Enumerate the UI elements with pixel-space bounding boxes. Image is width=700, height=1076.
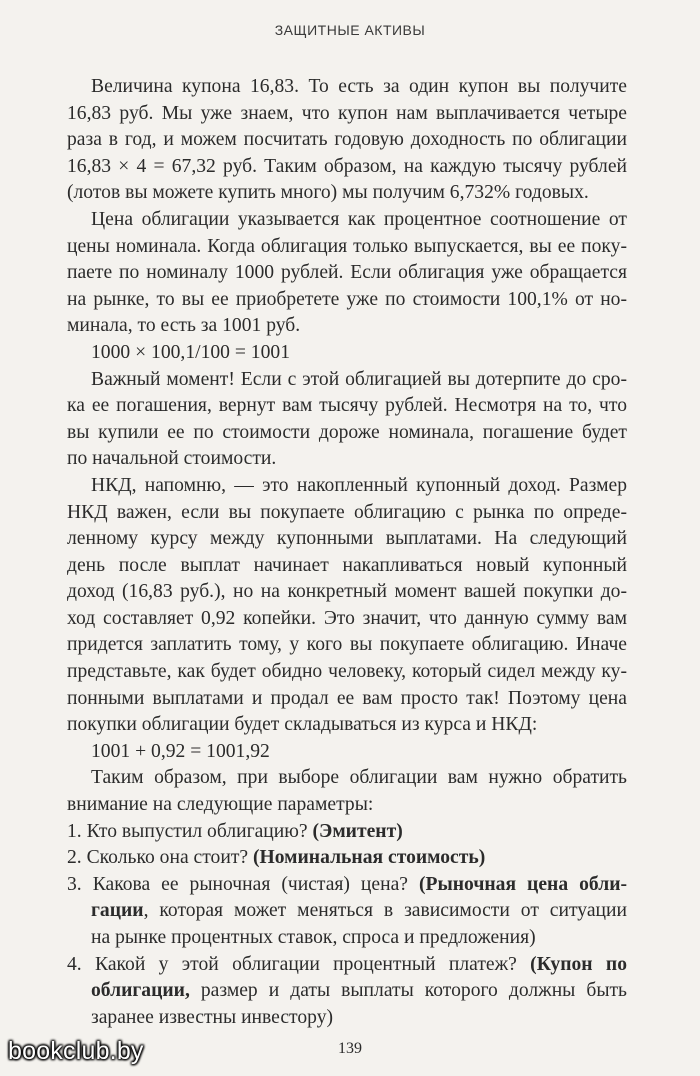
page-body-text	[67, 74, 627, 1031]
bold-term: (Номинальная стоимость)	[252, 847, 486, 869]
text-line: ка ее погашения, вернут вам тысячу рублей. Несмотря на то, что	[67, 395, 627, 417]
text-line: 1000 × 100,1/100 = 1001	[91, 341, 290, 363]
list-item-line	[67, 898, 627, 925]
bold-term: (Рыночная цена обли-	[418, 873, 627, 895]
text-line: НКД важен, если вы покупаете облигацию с рынка по опреде-	[67, 501, 627, 523]
text-line: паете по номиналу 1000 рублей. Если облигация уже обращается	[67, 262, 627, 284]
list-number: 4.	[67, 953, 96, 975]
text-line: (лотов вы можете купить много) мы получим 6,732% годовых.	[67, 182, 589, 204]
text-line: по начальной стоимости.	[67, 448, 277, 470]
text-line: 16,83 руб. Мы уже знаем, что купон нам выплачивается четыре	[67, 102, 627, 124]
text-line: минала, то есть за 1001 руб.	[67, 315, 301, 337]
list-number: 1.	[67, 820, 87, 842]
text-line: внимание на следующие параметры:	[67, 794, 374, 816]
list-item-line	[67, 925, 627, 952]
list-text: , которая может меняться в зависимости от ситуации	[143, 900, 627, 922]
text-line: Важный момент! Если с этой облигацией вы дотерпите до сро-	[91, 368, 627, 390]
text-line: день после выплат начинает накапливаться новый купонный	[67, 554, 627, 576]
list-text: на рынке процентных ставок, спроса и предложения)	[91, 927, 536, 948]
bold-term: (Эмитент)	[312, 820, 403, 842]
text-line: представьте, как будет обидно человеку, который сидел между ку-	[67, 661, 627, 683]
text-line: 1001 + 0,92 = 1001,92	[91, 740, 270, 762]
text-line: НКД, напомню, — это накопленный купонный доход. Размер	[91, 474, 627, 496]
list-text: Сколько она стоит?	[86, 847, 253, 869]
text-line: цены номинала. Когда облигация только выпускается, вы ее поку-	[67, 235, 627, 257]
list-text: Какой у этой облигации процентный платеж?	[95, 953, 531, 975]
list-number: 2.	[67, 847, 87, 869]
text-line: понными выплатами и продал ее вам просто так! Поэтому цена	[67, 687, 627, 709]
site-watermark: bookclub.by	[8, 1037, 144, 1065]
list-text: Какова ее рыночная (чистая) цена?	[92, 873, 419, 895]
bold-term: (Купон по	[530, 953, 627, 975]
text-line: Цена облигации указывается как процентное соотношение от	[91, 208, 627, 230]
text-line: Величина купона 16,83. То есть за один купон вы получите	[91, 76, 627, 97]
list-text: заранее известны инвестору)	[91, 1006, 334, 1028]
list-item-line	[67, 872, 627, 899]
list-text: Кто выпустил облигацию?	[86, 820, 313, 842]
list-item-line	[67, 819, 627, 846]
text-line: вы купили ее по стоимости дороже номинала, погашение будет	[67, 421, 627, 443]
text-line: 16,83 × 4 = 67,32 руб. Таким образом, на каждую тысячу рублей	[67, 155, 627, 177]
text-line: покупки облигации будет складываться из курса и НКД:	[67, 714, 538, 736]
bold-term: облигации,	[91, 980, 190, 1002]
list-item-line	[67, 978, 627, 1005]
list-item-line	[67, 1005, 627, 1032]
text-line: ход составляет 0,92 копейки. Это значит, что данную сумму вам	[67, 607, 627, 629]
text-line: на рынке, то вы ее приобретете уже по стоимости 100,1% от но-	[67, 288, 627, 310]
text-line: ленному курсу между купонными выплатами. На следующий	[67, 528, 627, 550]
running-header: ЗАЩИТНЫЕ АКТИВЫ	[274, 22, 426, 38]
text-line: придется заплатить тому, у кого вы покупаете облигацию. Иначе	[67, 634, 627, 656]
text-line: Таким образом, при выборе облигации вам нужно обратить	[91, 767, 627, 789]
page-number: 139	[338, 1040, 362, 1057]
list-text: размер и даты выплаты которого должны быть	[189, 980, 627, 1002]
bold-term: гации	[91, 900, 144, 922]
list-item-line	[67, 845, 627, 872]
list-number: 3.	[67, 873, 93, 895]
text-line: раза в год, и можем посчитать годовую доходность по облигации	[67, 129, 627, 151]
text-line: доход (16,83 руб.), но на конкретный момент вашей покупки до-	[67, 581, 627, 603]
list-item-line	[67, 952, 627, 979]
